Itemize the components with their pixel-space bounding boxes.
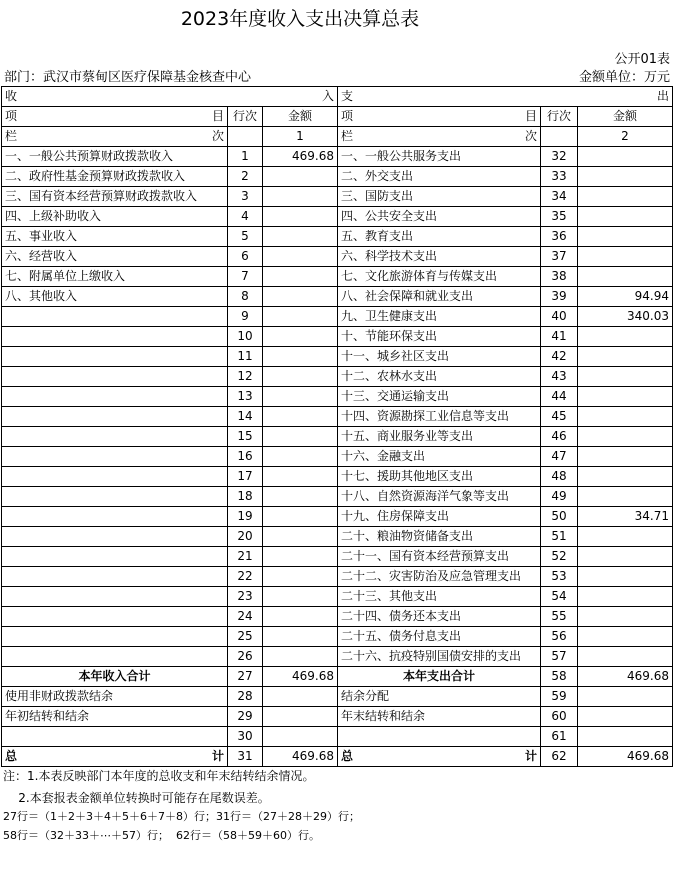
expense-amount: [578, 547, 673, 567]
table-row: [2, 307, 673, 327]
income-grand-total-row-no: 31: [228, 747, 263, 767]
expense-row-no: 57: [541, 647, 578, 667]
expense-row-no: 55: [541, 607, 578, 627]
income-row-no: 17: [228, 467, 263, 487]
table-row: [2, 207, 673, 227]
income-item-name: [2, 467, 228, 487]
table-row: [2, 187, 673, 207]
income-row-no: 15: [228, 427, 263, 447]
expense-amount: [578, 147, 673, 167]
expense-row-no: 59: [541, 687, 578, 707]
income-row-no: 24: [228, 607, 263, 627]
expense-row-no: 41: [541, 327, 578, 347]
income-item-name: [2, 587, 228, 607]
income-amount: [263, 407, 338, 427]
expense-amount: [578, 727, 673, 747]
income-item-name: [2, 407, 228, 427]
expense-amount: 34.71: [578, 507, 673, 527]
income-amount: [263, 727, 338, 747]
expense-row-no: 53: [541, 567, 578, 587]
table-subheader-row: [2, 107, 673, 127]
income-item-name: [2, 507, 228, 527]
income-item-name: 二、政府性基金预算财政拨款收入: [2, 167, 228, 187]
income-header-end: 入: [321, 89, 334, 103]
expense-row-no: 45: [541, 407, 578, 427]
income-grand-total-label: [2, 747, 228, 767]
income-row-no: 22: [228, 567, 263, 587]
expense-amount: [578, 247, 673, 267]
expense-item-name: 十七、援助其他地区支出: [338, 467, 541, 487]
income-amount: [263, 607, 338, 627]
income-item-name: 使用非财政拨款结余: [2, 687, 228, 707]
footnote-line: 注：1.本表反映部门本年度的总收支和年末结转结余情况。: [3, 769, 315, 783]
table-row: [2, 367, 673, 387]
expense-amount: [578, 267, 673, 287]
expense-amount: [578, 367, 673, 387]
table-row: [2, 267, 673, 287]
table-row: [2, 487, 673, 507]
income-row-no: 5: [228, 227, 263, 247]
expense-amount: [578, 167, 673, 187]
table-row: [2, 567, 673, 587]
expense-row-no: 60: [541, 707, 578, 727]
expense-item-name: 一、一般公共服务支出: [338, 147, 541, 167]
column-number-2: 2: [578, 127, 673, 147]
income-item-name: [2, 447, 228, 467]
income-row-no: 10: [228, 327, 263, 347]
income-amount: [263, 247, 338, 267]
income-row-no: 11: [228, 347, 263, 367]
expense-row-no: 42: [541, 347, 578, 367]
income-row-no: 14: [228, 407, 263, 427]
expense-item-name: 十五、商业服务业等支出: [338, 427, 541, 447]
expense-amount: [578, 427, 673, 447]
grand-total-char-2: 计: [524, 749, 537, 763]
expense-grand-total-amount: 469.68: [578, 747, 673, 767]
table-row: [2, 407, 673, 427]
expense-row-no: 38: [541, 267, 578, 287]
expense-item-name: 年末结转和结余: [338, 707, 541, 727]
expense-item-name: 二十二、灾害防治及应急管理支出: [338, 567, 541, 587]
expense-row-no: 46: [541, 427, 578, 447]
expense-item-name: 九、卫生健康支出: [338, 307, 541, 327]
column-label: 栏: [5, 129, 18, 143]
expense-amount: [578, 327, 673, 347]
expense-amount: [578, 207, 673, 227]
income-header: 收: [5, 89, 18, 103]
expense-amount: 340.03: [578, 307, 673, 327]
income-row-no: 13: [228, 387, 263, 407]
income-item-name: [2, 727, 228, 747]
expense-row-no: 43: [541, 367, 578, 387]
grand-total-row: [2, 747, 673, 767]
income-item-name: [2, 527, 228, 547]
income-row-no: 25: [228, 627, 263, 647]
grand-total-char-1: 总: [341, 749, 354, 763]
expense-amount: [578, 687, 673, 707]
table-row: [2, 607, 673, 627]
expense-total-label: 本年支出合计: [338, 667, 541, 687]
table-column-row: [2, 127, 673, 147]
expense-item-name: 十八、自然资源海洋气象等支出: [338, 487, 541, 507]
amount-header: 金额: [263, 107, 338, 127]
table-row: [2, 707, 673, 727]
expense-row-no: 49: [541, 487, 578, 507]
expense-amount: [578, 567, 673, 587]
column-label: 栏: [341, 129, 354, 143]
table-row: [2, 327, 673, 347]
income-row-no: 18: [228, 487, 263, 507]
expense-amount: [578, 187, 673, 207]
expense-row-no: 39: [541, 287, 578, 307]
table-row: [2, 447, 673, 467]
expense-item-name: 二、外交支出: [338, 167, 541, 187]
expense-item-name: 二十一、国有资本经营预算支出: [338, 547, 541, 567]
expense-item-name: [338, 727, 541, 747]
expense-item-name: 十六、金融支出: [338, 447, 541, 467]
expense-amount: [578, 607, 673, 627]
income-amount: [263, 447, 338, 467]
expense-amount: [578, 447, 673, 467]
column-label-end: 次: [211, 129, 224, 143]
income-amount: [263, 647, 338, 667]
table-row: [2, 247, 673, 267]
expense-row-no: 51: [541, 527, 578, 547]
table-row: [2, 647, 673, 667]
budget-summary-table: [1, 86, 673, 767]
income-amount: [263, 367, 338, 387]
income-row-no: 7: [228, 267, 263, 287]
expense-row-no: 37: [541, 247, 578, 267]
expense-item-name: 结余分配: [338, 687, 541, 707]
expense-amount: [578, 707, 673, 727]
expense-item-name: 二十四、债务还本支出: [338, 607, 541, 627]
expense-row-no: 48: [541, 467, 578, 487]
income-item-name: [2, 607, 228, 627]
income-row-no: 28: [228, 687, 263, 707]
table-row: [2, 167, 673, 187]
income-grand-total-amount: 469.68: [263, 747, 338, 767]
income-row-no: 16: [228, 447, 263, 467]
expense-item-name: 十二、农林水支出: [338, 367, 541, 387]
income-row-no: 8: [228, 287, 263, 307]
expense-grand-total-row-no: 62: [541, 747, 578, 767]
expense-item-name: 十四、资源勘探工业信息等支出: [338, 407, 541, 427]
expense-row-no: 54: [541, 587, 578, 607]
income-amount: [263, 327, 338, 347]
expense-amount: [578, 627, 673, 647]
income-amount: [263, 507, 338, 527]
amount-header: 金额: [578, 107, 673, 127]
table-row: [2, 227, 673, 247]
table-row: [2, 427, 673, 447]
income-amount: [263, 527, 338, 547]
expense-row-no: 32: [541, 147, 578, 167]
table-row: [2, 527, 673, 547]
report-title: 2023年度收入支出决算总表: [180, 8, 420, 30]
income-amount: [263, 267, 338, 287]
income-row-no: 26: [228, 647, 263, 667]
expense-amount: [578, 587, 673, 607]
expense-item-name: 二十六、抗疫特别国债安排的支出: [338, 647, 541, 667]
expense-row-no: 50: [541, 507, 578, 527]
expense-row-no: 47: [541, 447, 578, 467]
income-amount: [263, 347, 338, 367]
expense-item-name: 三、国防支出: [338, 187, 541, 207]
expense-item-name: 二十三、其他支出: [338, 587, 541, 607]
expense-row-no: 40: [541, 307, 578, 327]
income-amount: [263, 167, 338, 187]
income-row-no: 3: [228, 187, 263, 207]
income-item-name: 八、其他收入: [2, 287, 228, 307]
expense-item-name: 十、节能环保支出: [338, 327, 541, 347]
expense-item-name: 十九、住房保障支出: [338, 507, 541, 527]
expense-row-no: 44: [541, 387, 578, 407]
income-item-name: [2, 367, 228, 387]
table-row: [2, 687, 673, 707]
income-item-name: [2, 427, 228, 447]
income-amount: [263, 427, 338, 447]
income-total-label: 本年收入合计: [2, 667, 228, 687]
expense-item-name: 八、社会保障和就业支出: [338, 287, 541, 307]
income-amount: [263, 707, 338, 727]
table-row: [2, 627, 673, 647]
item-label: 项: [5, 109, 18, 123]
income-amount: [263, 227, 338, 247]
table-row: [2, 347, 673, 367]
expense-item-name: 十一、城乡社区支出: [338, 347, 541, 367]
expense-amount: [578, 527, 673, 547]
expense-row-no: 34: [541, 187, 578, 207]
expense-row-no: 33: [541, 167, 578, 187]
expense-row-no: 36: [541, 227, 578, 247]
income-amount: [263, 547, 338, 567]
row-no-header: 行次: [228, 107, 263, 127]
income-row-no: 21: [228, 547, 263, 567]
expense-header: 支: [341, 89, 354, 103]
total-row: [2, 667, 673, 687]
income-row-no: 4: [228, 207, 263, 227]
income-row-no: 12: [228, 367, 263, 387]
expense-item-name: 二十、粮油物资储备支出: [338, 527, 541, 547]
income-amount: [263, 187, 338, 207]
income-item-name: [2, 347, 228, 367]
income-row-no: 6: [228, 247, 263, 267]
income-item-name: 五、事业收入: [2, 227, 228, 247]
table-row: [2, 547, 673, 567]
expense-amount: [578, 387, 673, 407]
income-item-name: 四、上级补助收入: [2, 207, 228, 227]
income-item-name: 一、一般公共预算财政拨款收入: [2, 147, 228, 167]
expense-item-name: 五、教育支出: [338, 227, 541, 247]
expense-item-name: 六、科学技术支出: [338, 247, 541, 267]
income-item-name: [2, 547, 228, 567]
income-total-amount: 469.68: [263, 667, 338, 687]
income-amount: [263, 467, 338, 487]
table-row: [2, 147, 673, 167]
income-row-no: 23: [228, 587, 263, 607]
footnote-line: 2.本套报表金额单位转换时可能存在尾数误差。: [3, 791, 270, 805]
income-row-no: 19: [228, 507, 263, 527]
income-amount: [263, 687, 338, 707]
expense-item-name: 四、公共安全支出: [338, 207, 541, 227]
income-item-name: 三、国有资本经营预算财政拨款收入: [2, 187, 228, 207]
footnote-line: 27行＝（1＋2＋3＋4＋5＋6＋7＋8）行；31行＝（27＋28＋29）行；: [3, 810, 360, 823]
income-amount: [263, 567, 338, 587]
table-header-row: [2, 87, 673, 107]
expense-header-end: 出: [656, 89, 669, 103]
income-row-no: 9: [228, 307, 263, 327]
expense-row-no: 35: [541, 207, 578, 227]
expense-amount: [578, 647, 673, 667]
table-row: [2, 387, 673, 407]
form-code: 公开01表: [614, 52, 670, 67]
item-label-end: 目: [524, 109, 537, 123]
income-item-name: [2, 487, 228, 507]
expense-item-name: 二十五、债务付息支出: [338, 627, 541, 647]
expense-item-name: 十三、交通运输支出: [338, 387, 541, 407]
income-amount: [263, 307, 338, 327]
column-label-end: 次: [524, 129, 537, 143]
income-amount: [263, 487, 338, 507]
expense-amount: [578, 347, 673, 367]
income-row-no: 1: [228, 147, 263, 167]
income-item-name: [2, 567, 228, 587]
expense-amount: [578, 227, 673, 247]
income-amount: [263, 587, 338, 607]
income-item-name: [2, 647, 228, 667]
expense-row-no: 56: [541, 627, 578, 647]
expense-total-row-no: 58: [541, 667, 578, 687]
expense-row-no: 61: [541, 727, 578, 747]
income-item-name: 六、经营收入: [2, 247, 228, 267]
item-label-end: 目: [211, 109, 224, 123]
income-amount: [263, 627, 338, 647]
table-row: [2, 587, 673, 607]
table-row: [2, 287, 673, 307]
expense-amount: [578, 487, 673, 507]
expense-row-no: 52: [541, 547, 578, 567]
income-amount: [263, 287, 338, 307]
income-item-name: [2, 627, 228, 647]
unit-label: 金额单位：万元: [578, 70, 670, 85]
income-row-no: 20: [228, 527, 263, 547]
row-no-header: 行次: [541, 107, 578, 127]
expense-grand-total-label: [338, 747, 541, 767]
footnote-line: 58行＝（32＋33＋⋯＋57）行； 62行＝（58＋59＋60）行。: [3, 829, 320, 842]
income-item-name: [2, 327, 228, 347]
grand-total-char-1: 总: [5, 749, 18, 763]
income-item-name: [2, 307, 228, 327]
table-row: [2, 727, 673, 747]
column-number-1: 1: [263, 127, 338, 147]
department-label: 部门：武汉市蔡甸区医疗保障基金核查中心: [4, 70, 252, 85]
income-total-row-no: 27: [228, 667, 263, 687]
table-row: [2, 467, 673, 487]
income-item-name: 年初结转和结余: [2, 707, 228, 727]
income-item-name: [2, 387, 228, 407]
income-amount: [263, 207, 338, 227]
income-amount: [263, 387, 338, 407]
expense-amount: [578, 407, 673, 427]
item-label: 项: [341, 109, 354, 123]
expense-total-amount: 469.68: [578, 667, 673, 687]
expense-item-name: 七、文化旅游体育与传媒支出: [338, 267, 541, 287]
income-row-no: 2: [228, 167, 263, 187]
expense-amount: 94.94: [578, 287, 673, 307]
table-row: [2, 507, 673, 527]
income-row-no: 30: [228, 727, 263, 747]
income-item-name: 七、附属单位上缴收入: [2, 267, 228, 287]
expense-amount: [578, 467, 673, 487]
income-amount: 469.68: [263, 147, 338, 167]
income-row-no: 29: [228, 707, 263, 727]
grand-total-char-2: 计: [211, 749, 224, 763]
